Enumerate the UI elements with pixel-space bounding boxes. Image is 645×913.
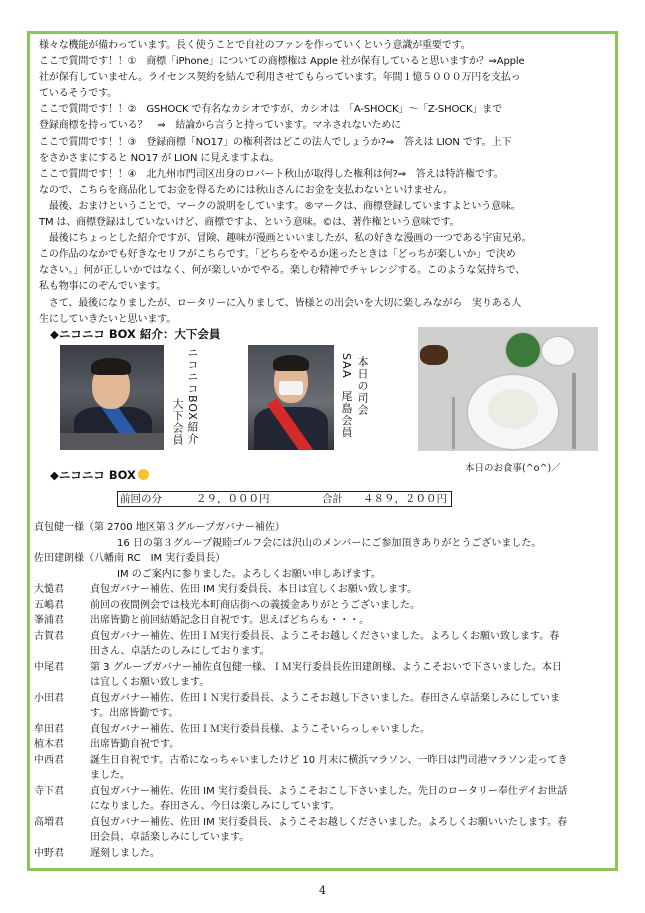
message-row [34, 536, 614, 552]
photo2-caption: SAA 尾島会員 [340, 353, 353, 439]
intro-line: をさかさまにすると NO17 が LION に見えますよね。 [39, 152, 280, 164]
message-row [34, 815, 614, 831]
section-title-niconico-box: ◆ニコニコ BOX [50, 467, 149, 483]
message-row [34, 660, 614, 676]
message-text: IM のご案内に参りました。よろしくお願い申しあげます。 [117, 568, 381, 580]
message-row [34, 691, 614, 707]
message-row [34, 784, 614, 800]
message-row [34, 737, 614, 753]
message-row [34, 675, 614, 691]
message-text: 貞包ガバナー補佐、佐田ＩＭ実行委員長、ようこそお越しくださいました。よろしくお願い致します。春 [90, 630, 560, 642]
message-text: 貞包ガバナー補佐、佐田 IM 実行委員長、ようこそおこし下さいました。先日のロータリー奉仕デイお世話 [90, 785, 568, 797]
message-text: 田会員、卓話楽しみにしています。 [90, 832, 250, 843]
message-text: 第 3 グループガバナー補佐貞包健一様、ＩＭ実行委員長佐田建朗様、ようこそおいで下さいました。本日 [90, 661, 562, 673]
member-name: 植木君 [34, 739, 64, 750]
photo-lunch [418, 327, 598, 451]
message-row [34, 768, 614, 784]
intro-line: 生にしていきたいと思います。 [39, 313, 177, 325]
message-row [34, 613, 614, 629]
message-row [34, 551, 614, 567]
message-row [34, 582, 614, 598]
intro-line: ここで質問です！！② GSHOCK で有名なカシオですが、カシオは 「A-SHOCK」～「Z-SHOCK」まで [39, 104, 502, 116]
tally-total-value: ４８９，２００円 [363, 493, 447, 505]
message-text: 貞包ガバナー補佐、佐田 IM 実行委員長、本日は宜しくお願い致します。 [90, 584, 418, 595]
message-text: 誕生日自祝です。古希になっちゃいましたけど 10 月末に横浜マラソン、一昨日は門司港マラソン走ってき [90, 754, 568, 766]
intro-line: さて、最後になりましたが、ロータリーに入りまして、皆様との出会いを大切に楽しみながら 実りある人 [39, 297, 522, 309]
message-text: 貞包ガバナー補佐、佐田ＩＮ実行委員長、ようこそお越し下さいました。春田さん卓話楽しみにしていま [90, 692, 560, 704]
message-text: 貞包健一様（第 2700 地区第３グループガバナー補佐） [34, 522, 285, 533]
intro-text [39, 38, 611, 328]
message-text: 16 日の第３グループ親睦ゴルフ会には沢山のメンバーにご参加頂きありがとうございました。 [117, 537, 542, 549]
tally-total-label: 合計 [322, 493, 343, 505]
photo1-caption: ニコニコBOX紹介 [186, 347, 199, 445]
member-name: 古賀君 [34, 630, 64, 642]
message-row [34, 830, 614, 846]
photo-emcee [248, 345, 334, 450]
message-row [34, 799, 614, 815]
member-name: 峯浦君 [34, 615, 64, 626]
intro-line: 登録商標を持っている？ ⇒ 結論から言うと持っています。マネされないために [39, 120, 402, 132]
message-row [34, 644, 614, 660]
message-text: ました。 [90, 770, 130, 781]
member-name: 中野君 [34, 847, 64, 859]
member-name: 小田君 [34, 692, 64, 704]
message-text: 田さん、卓話たのしみにしております。 [90, 646, 270, 657]
message-row [34, 598, 614, 614]
message-text: 貞包ガバナー補佐、佐田ＩＭ実行委員長様、ようこそいらっしゃいました。 [90, 723, 430, 735]
message-row [34, 520, 614, 536]
smile-icon [138, 469, 149, 480]
member-name: 高増君 [34, 816, 64, 828]
intro-line: 様々な機能が備わっています。長く使うことで自社のファンを作っていくという意識が重要です。 [39, 40, 471, 51]
intro-line: ここで質問です！！③ 登録商標「NO17」の権利者はどこの法人でしょうか?⇒ 答えは LION です。上下 [39, 136, 512, 148]
intro-line: なので、こちらを商品化してお金を得るためには秋山さんにお金を支払わないといけません。 [39, 184, 454, 196]
intro-line: ているそうです。 [39, 88, 117, 100]
message-text: 遅刻しました。 [90, 847, 160, 859]
intro-line: 私も物事にのぞんでいます。 [39, 281, 167, 293]
photo1-name: 大下会員 [171, 398, 184, 446]
message-row [34, 753, 614, 769]
page-number: 4 [319, 884, 326, 897]
message-text: 貞包ガバナー補佐、佐田 IM 実行委員長、ようこそお越しくださいました。よろしくお願いいたします。春 [90, 816, 568, 828]
member-name: 大慥君 [34, 584, 64, 595]
member-name: 牟田君 [34, 723, 64, 735]
intro-line: TM は、商標登録はしていないけど、商標ですよ、という意味。©は、著作権という意味です。 [39, 217, 460, 229]
message-text: す。出席皆勤です。 [90, 708, 179, 719]
member-name: 中西君 [34, 754, 64, 766]
message-text: は宜しくお願い致します。 [90, 677, 210, 688]
member-name: 寺下君 [34, 785, 64, 797]
message-row [34, 722, 614, 738]
intro-line: 社が保有していません。ライセンス契約を結んで利用させてもらっています。年間１憶５０００万円を支払っ [39, 72, 521, 84]
intro-line: なさい。」何が正しいかではなく、何が楽しいかでやる。楽しむ精神でチャレンジする。このような気持ちで、 [39, 265, 526, 277]
message-text: 前回の夜間例会では枝光本町商店街への義援金ありがとうございました。 [90, 599, 420, 611]
niconico-tally [117, 491, 452, 507]
intro-line: この作品のなかでも好きなセリフがこちらです。「どちらをやるか迷ったときは「どっちが楽しいか」で決め [39, 249, 516, 261]
message-row [34, 629, 614, 645]
message-row [34, 706, 614, 722]
message-row [34, 567, 614, 583]
tally-prev-value: ２９，０００円 [196, 493, 270, 505]
intro-line: 最後にちょっとした紹介ですが、冒険、趣味が漫画といいましたが、私の好きな漫画の一つである宇宙兄弟。 [39, 233, 532, 245]
photo-speaker [60, 345, 164, 450]
photo3-caption: 本日のお食事(^o^)／ [465, 463, 561, 474]
section-title-niconico-intro: ◆ニコニコ BOX 紹介：大下会員 [50, 327, 221, 341]
message-text: 佐田建朗様（八幡南 RC IM 実行委員長） [34, 553, 226, 564]
tally-prev-label: 前回の分 [120, 493, 162, 505]
member-name: 中尾君 [34, 661, 64, 673]
message-row [34, 846, 614, 862]
member-name: 五嶋君 [34, 599, 64, 611]
intro-line: ここで質問です！！① 商標「iPhone」についての商標権は Apple 社が保有していると思いますか？⇒Apple [39, 56, 525, 68]
photo2-role: 本日の司会 [356, 356, 369, 416]
message-text: になりました。春田さん、今日は楽しみにしています。 [90, 801, 340, 812]
intro-line: ここで質問です！！④ 北九州市門司区出身のロバート秋山が取得した権利は何?⇒ 答えは特許権です。 [39, 168, 504, 180]
message-text: 出席皆勤自祝です。 [90, 739, 180, 750]
niconico-messages [34, 520, 614, 861]
message-text: 出席皆勤と前回結婚記念日自祝です。思えばどちらも・・・。 [90, 615, 370, 626]
intro-line: 最後、おまけということで、マークの説明をしています。®マークは、商標登録していますよという意味。 [39, 200, 521, 212]
